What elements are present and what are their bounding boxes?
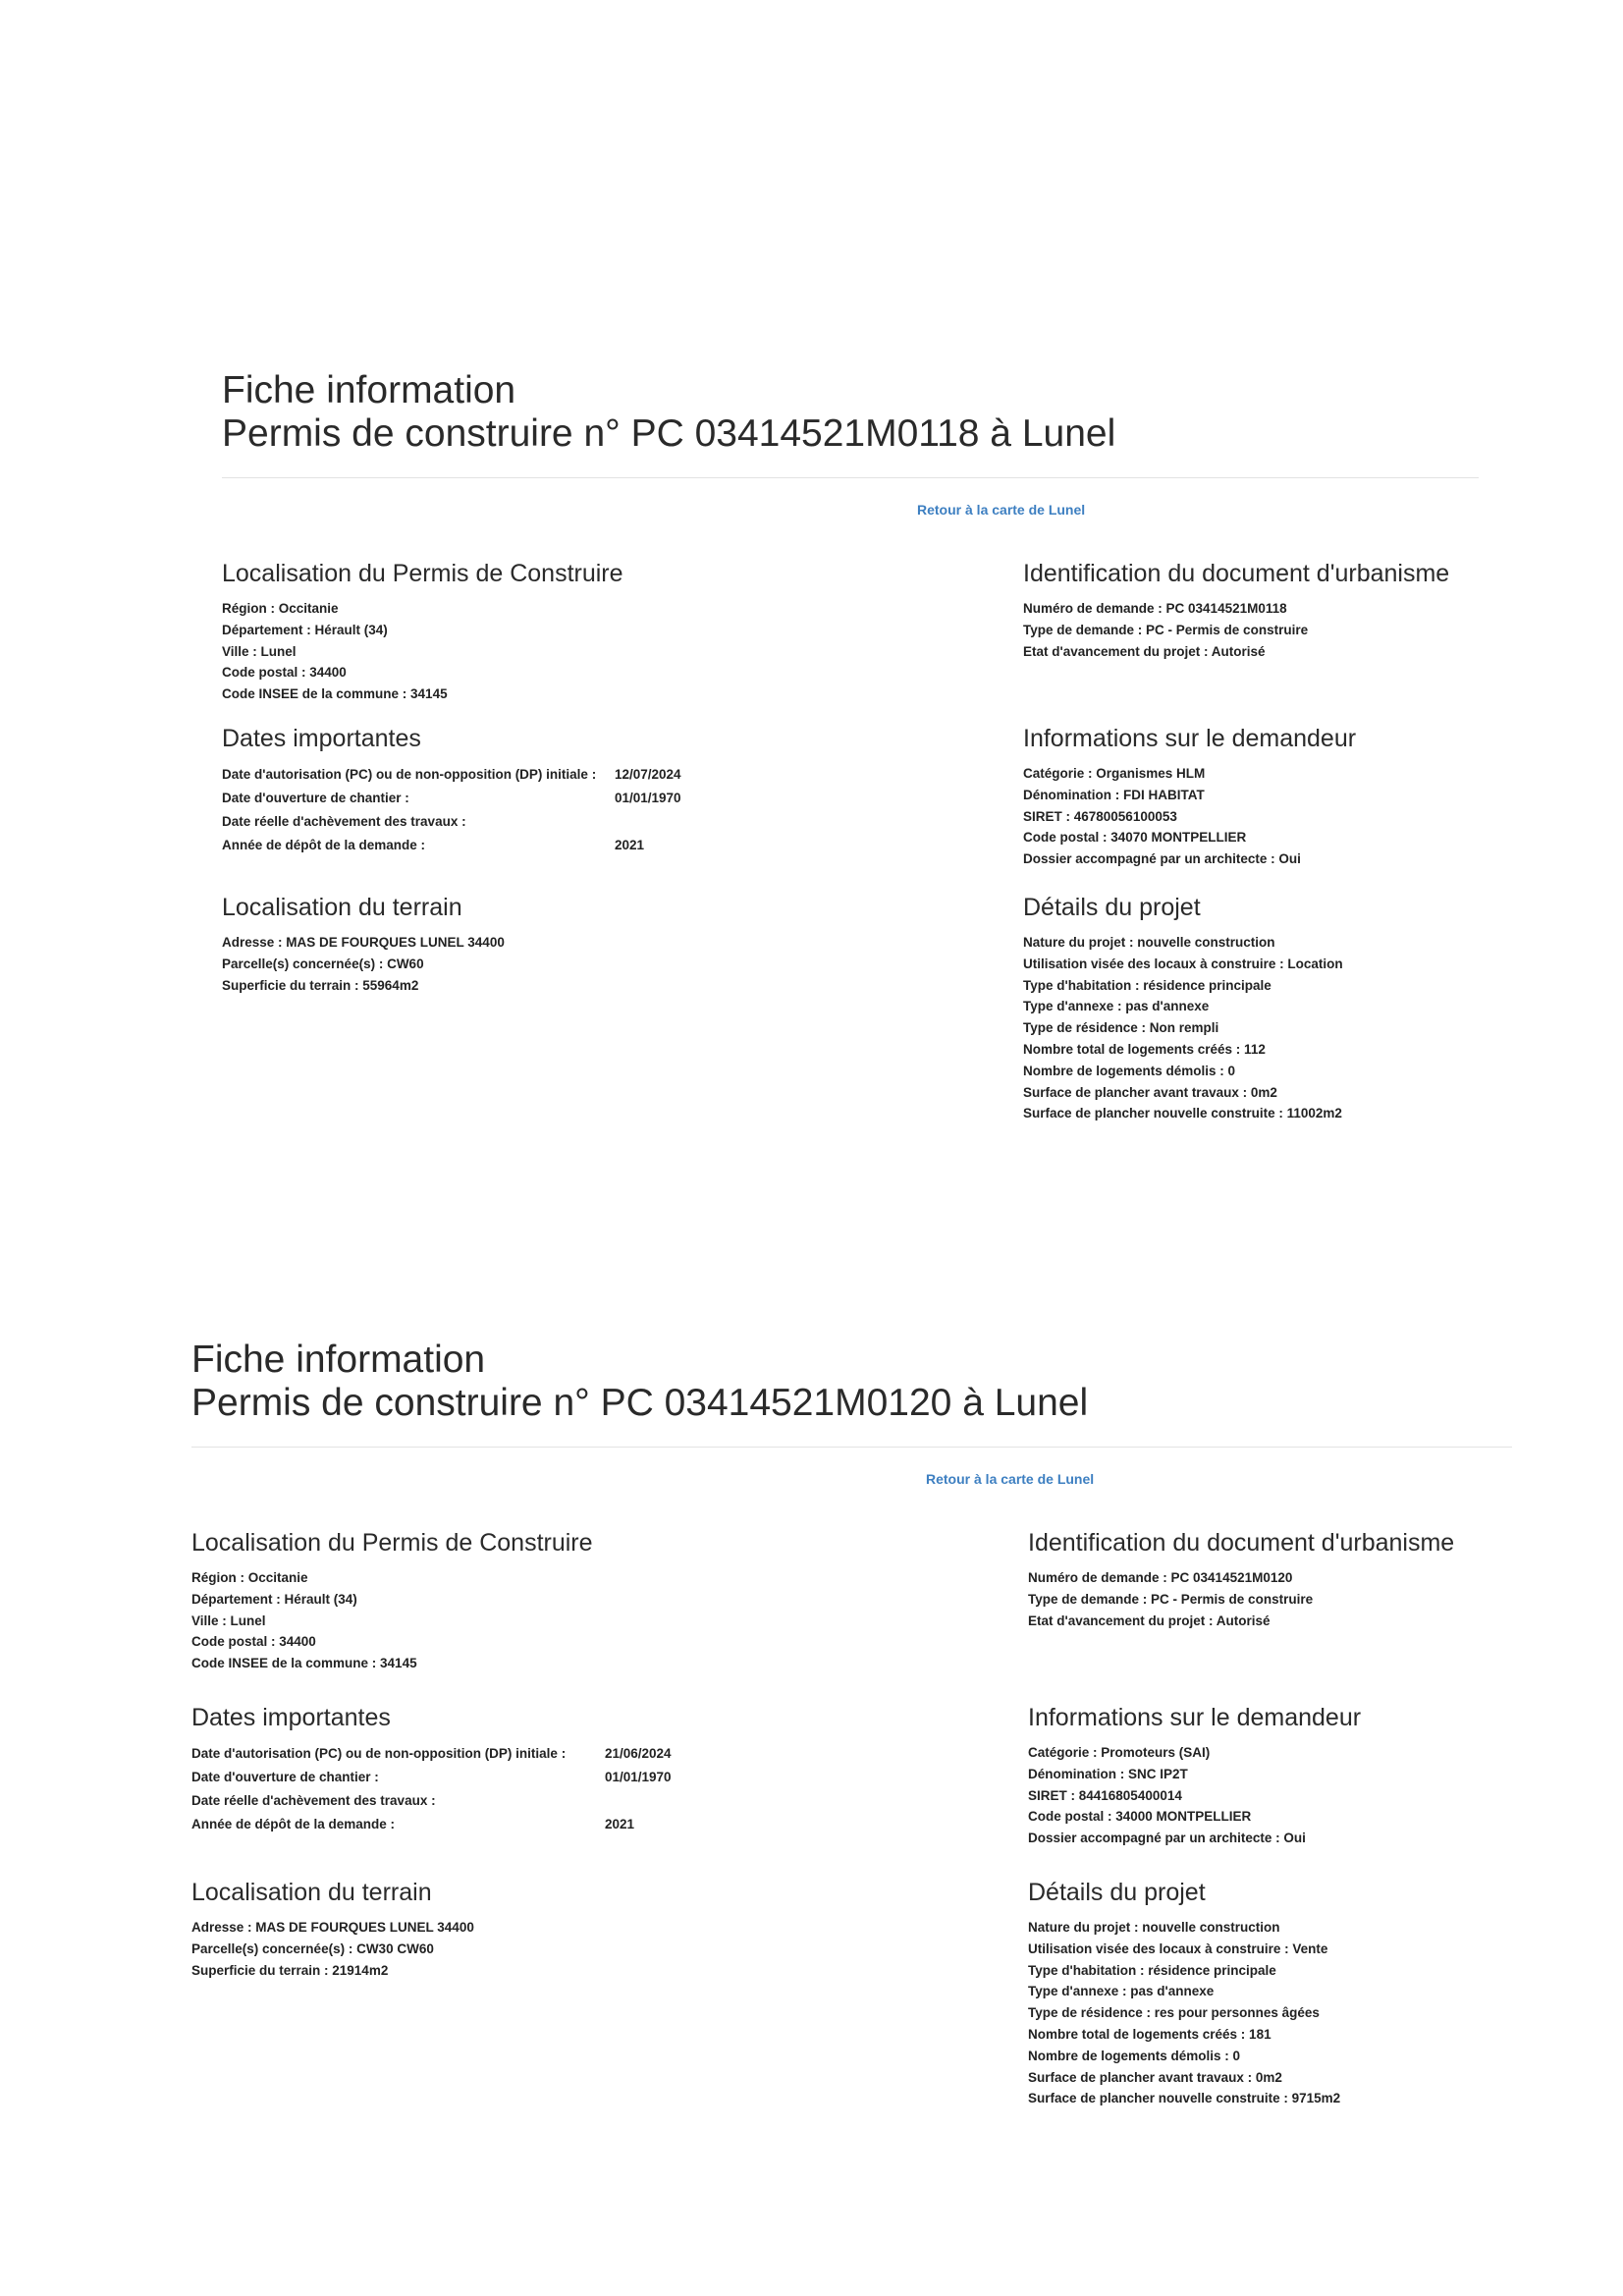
info-row: Type d'annexe : pas d'annexe <box>1028 1984 1215 1999</box>
info-row: Surface de plancher avant travaux : 0m2 <box>1028 2069 1282 2085</box>
info-row: Nombre de logements démolis : 0 <box>1028 2048 1241 2063</box>
date-value: 2021 <box>615 838 645 852</box>
info-row: Nombre total de logements créés : 112 <box>1023 1041 1266 1057</box>
back-to-map-link[interactable]: Retour à la carte de Lunel <box>926 1471 1095 1487</box>
date-value: 2021 <box>605 1817 635 1831</box>
section-terrain <box>191 1878 702 1981</box>
info-row: Type de résidence : res pour personnes âgées <box>1028 2005 1320 2021</box>
info-row: Nombre total de logements créés : 181 <box>1028 2026 1271 2042</box>
info-row: Code INSEE de la commune : 34145 <box>191 1656 417 1671</box>
section-terrain <box>222 893 732 996</box>
title-divider <box>191 1447 1512 1448</box>
section-heading: Dates importantes <box>222 725 421 752</box>
title-divider <box>222 477 1479 478</box>
info-row: Adresse : MAS DE FOURQUES LUNEL 34400 <box>191 1920 474 1935</box>
date-row <box>222 810 732 834</box>
fiche-permis-0120 <box>191 1339 1512 2106</box>
info-row: Type d'annexe : pas d'annexe <box>1023 999 1210 1014</box>
section-localisation-permis <box>222 559 732 705</box>
info-row: Utilisation visée des locaux à construire : Vente <box>1028 1941 1328 1956</box>
info-row: Catégorie : Promoteurs (SAI) <box>1028 1745 1211 1760</box>
back-to-map-link[interactable]: Retour à la carte de Lunel <box>917 502 1086 518</box>
info-row: Région : Occitanie <box>222 601 339 616</box>
fiche-title <box>191 1339 1512 1425</box>
info-row: Code postal : 34400 <box>222 665 347 681</box>
title-line-1: Fiche information <box>222 369 516 411</box>
section-identification <box>1023 559 1534 662</box>
info-row: Code postal : 34400 <box>191 1634 316 1650</box>
info-row: Surface de plancher nouvelle construite : 11002m2 <box>1023 1106 1342 1121</box>
section-heading: Informations sur le demandeur <box>1023 725 1357 752</box>
info-row: Etat d'avancement du projet : Autorisé <box>1028 1613 1271 1628</box>
section-dates <box>191 1703 702 1836</box>
info-row: Code postal : 34000 MONTPELLIER <box>1028 1809 1252 1825</box>
info-row: Adresse : MAS DE FOURQUES LUNEL 34400 <box>222 935 505 950</box>
info-row: Département : Hérault (34) <box>222 622 388 637</box>
date-label: Année de dépôt de la demande : <box>222 838 426 852</box>
date-label: Année de dépôt de la demande : <box>191 1817 396 1831</box>
section-heading: Identification du document d'urbanisme <box>1028 1529 1455 1557</box>
date-row <box>222 763 732 787</box>
info-row: Dossier accompagné par un architecte : Oui <box>1023 851 1301 867</box>
title-line-2: Permis de construire n° PC 03414521M0118 à Lunel <box>222 412 1116 455</box>
section-heading: Identification du document d'urbanisme <box>1023 560 1450 587</box>
date-value: 21/06/2024 <box>605 1746 672 1761</box>
date-row <box>191 1766 702 1789</box>
date-label: Date d'ouverture de chantier : <box>191 1770 379 1784</box>
info-row: Nature du projet : nouvelle construction <box>1028 1920 1280 1935</box>
info-row: Etat d'avancement du projet : Autorisé <box>1023 643 1266 659</box>
info-row: Dénomination : SNC IP2T <box>1028 1766 1188 1781</box>
info-row: Type d'habitation : résidence principale <box>1023 977 1271 993</box>
info-row: Dossier accompagné par un architecte : Oui <box>1028 1831 1306 1846</box>
info-row: Code INSEE de la commune : 34145 <box>222 686 448 702</box>
info-row: Région : Occitanie <box>191 1570 308 1585</box>
info-row: Surface de plancher avant travaux : 0m2 <box>1023 1084 1277 1100</box>
section-identification <box>1028 1528 1539 1631</box>
section-demandeur <box>1023 724 1534 870</box>
date-label: Date d'autorisation (PC) ou de non-opposition (DP) initiale : <box>191 1746 567 1761</box>
info-row: Type de demande : PC - Permis de construire <box>1028 1591 1314 1607</box>
section-localisation-permis <box>191 1528 702 1674</box>
info-row: Utilisation visée des locaux à construire : Location <box>1023 956 1343 971</box>
info-row: Numéro de demande : PC 03414521M0120 <box>1028 1570 1293 1585</box>
date-label: Date réelle d'achèvement des travaux : <box>222 814 466 829</box>
section-heading: Dates importantes <box>191 1704 391 1731</box>
date-row <box>191 1813 702 1836</box>
info-row: Type de résidence : Non rempli <box>1023 1020 1219 1036</box>
info-row: Parcelle(s) concernée(s) : CW60 <box>222 956 424 971</box>
info-row: Ville : Lunel <box>222 643 297 659</box>
section-heading: Détails du projet <box>1028 1879 1206 1906</box>
info-row: Superficie du terrain : 55964m2 <box>222 977 419 993</box>
section-heading: Localisation du Permis de Construire <box>222 560 623 587</box>
date-value: 12/07/2024 <box>615 767 681 782</box>
section-heading: Informations sur le demandeur <box>1028 1704 1362 1731</box>
info-row: Code postal : 34070 MONTPELLIER <box>1023 830 1247 846</box>
info-row: Nombre de logements démolis : 0 <box>1023 1063 1236 1078</box>
date-row <box>191 1789 702 1813</box>
info-row: Dénomination : FDI HABITAT <box>1023 787 1205 802</box>
section-heading: Localisation du terrain <box>222 894 462 921</box>
date-value: 01/01/1970 <box>605 1770 672 1784</box>
section-details-projet <box>1028 1878 1539 2109</box>
info-row: Type d'habitation : résidence principale <box>1028 1962 1276 1978</box>
info-row: Parcelle(s) concernée(s) : CW30 CW60 <box>191 1941 434 1956</box>
date-row <box>191 1742 702 1766</box>
fiche-permis-0118 <box>222 369 1479 1121</box>
date-label: Date d'autorisation (PC) ou de non-opposition (DP) initiale : <box>222 767 597 782</box>
info-row: Nature du projet : nouvelle construction <box>1023 935 1275 950</box>
title-line-1: Fiche information <box>191 1339 486 1381</box>
info-row: Numéro de demande : PC 03414521M0118 <box>1023 601 1287 616</box>
fiche-title <box>222 369 1479 456</box>
info-row: Type de demande : PC - Permis de construire <box>1023 622 1309 637</box>
section-demandeur <box>1028 1703 1539 1849</box>
info-row: Superficie du terrain : 21914m2 <box>191 1962 389 1978</box>
info-row: Ville : Lunel <box>191 1613 266 1628</box>
info-row: SIRET : 46780056100053 <box>1023 808 1177 824</box>
date-row <box>222 787 732 810</box>
section-details-projet <box>1023 893 1534 1124</box>
info-row: Département : Hérault (34) <box>191 1591 357 1607</box>
title-line-2: Permis de construire n° PC 03414521M0120 à Lunel <box>191 1382 1089 1424</box>
date-value: 01/01/1970 <box>615 791 681 805</box>
info-row: Surface de plancher nouvelle construite : 9715m2 <box>1028 2091 1341 2106</box>
section-heading: Localisation du Permis de Construire <box>191 1529 593 1557</box>
section-heading: Détails du projet <box>1023 894 1201 921</box>
date-label: Date réelle d'achèvement des travaux : <box>191 1793 436 1808</box>
section-heading: Localisation du terrain <box>191 1879 432 1906</box>
info-row: Catégorie : Organismes HLM <box>1023 766 1206 781</box>
section-dates <box>222 724 732 857</box>
info-row: SIRET : 84416805400014 <box>1028 1787 1182 1803</box>
date-label: Date d'ouverture de chantier : <box>222 791 409 805</box>
date-row <box>222 834 732 857</box>
